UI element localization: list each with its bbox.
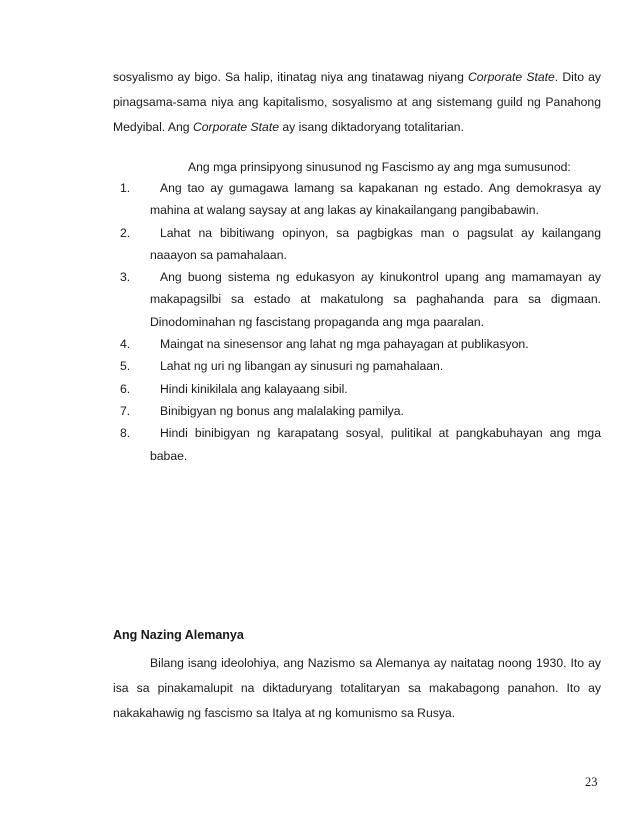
list-item-number: 5. bbox=[120, 359, 131, 374]
list-item bbox=[113, 355, 601, 377]
section-heading: Ang Nazing Alemanya bbox=[113, 628, 244, 642]
list-item-number: 8. bbox=[120, 426, 131, 441]
emphasis-corporate-state: Corporate State bbox=[468, 70, 555, 84]
list-item-text: Lahat ng uri ng libangan ay sinusuri ng pamahalaan. bbox=[160, 359, 444, 374]
list-item-number: 1. bbox=[120, 181, 131, 195]
list-item-text: Binibigyan ng bonus ang malalaking pamilya. bbox=[160, 403, 404, 418]
list-item-number: 3. bbox=[120, 270, 131, 285]
paragraph-text-segment: ay isang diktadoryang totalitarian. bbox=[279, 120, 464, 134]
list-item-number: 6. bbox=[120, 381, 131, 396]
principles-intro: Ang mga prinsipyong sinusunod ng Fascismo ay ang mga sumusunod: bbox=[188, 160, 571, 174]
list-item bbox=[113, 422, 601, 467]
page-number: 23 bbox=[585, 775, 598, 789]
list-item-text: Ang tao ay gumagawa lamang sa kapakanan ng estado. Ang demokrasya ay mahina at walang saysay at ang lakas ay kinakailangang pangibabawin. bbox=[150, 181, 601, 218]
list-item bbox=[113, 177, 601, 222]
list-item-text: Lahat na bibitiwang opinyon, sa pagbigkas man o pagsulat ay kailangang naaayon sa pamahalaan. bbox=[150, 225, 601, 262]
principles-list bbox=[113, 177, 601, 467]
list-item-text: Hindi kinikilala ang kalayaang sibil. bbox=[160, 381, 348, 396]
list-item bbox=[113, 222, 601, 267]
list-item-text: Ang buong sistema ng edukasyon ay kinukontrol upang ang mamamayan ay makapagsilbi sa estado at makatulong sa paghahanda para sa digmaan. Dinodominahan ng fascistang propaganda ang mga paaralan. bbox=[150, 270, 601, 329]
list-item-number: 4. bbox=[120, 337, 131, 352]
paragraph-corporate-state bbox=[113, 65, 601, 140]
list-item bbox=[113, 378, 601, 400]
list-item-text: Maingat na sinesensor ang lahat ng mga pahayagan at publikasyon. bbox=[160, 337, 529, 352]
list-item-text: Hindi binibigyan ng karapatang sosyal, pulitikal at pangkabuhayan ang mga babae. bbox=[150, 426, 601, 463]
list-item-number: 2. bbox=[120, 225, 131, 240]
list-item bbox=[113, 400, 601, 422]
paragraph-nazism: Bilang isang ideolohiya, ang Nazismo sa Alemanya ay naitatag noong 1930. Ito ay isa sa pinakamalupit na diktaduryang totalitaryan sa makabagong panahon. Ito ay nakakahawig ng fascismo sa Italya at ng komunismo sa Rusya. bbox=[113, 656, 601, 720]
paragraph-text-segment: sosyalismo ay bigo. Sa halip, itinatag niya ang tinatawag niyang bbox=[113, 70, 468, 84]
list-item-number: 7. bbox=[120, 403, 131, 418]
list-item bbox=[113, 266, 601, 333]
paragraph-text-segment: . Dito ay pinagsama-sama niya ang kapitalismo, sosyalismo at ang sistemang guild ng Panahong Medyibal. Ang bbox=[113, 70, 601, 134]
list-item bbox=[113, 333, 601, 355]
emphasis-corporate-state: Corporate State bbox=[192, 120, 279, 134]
